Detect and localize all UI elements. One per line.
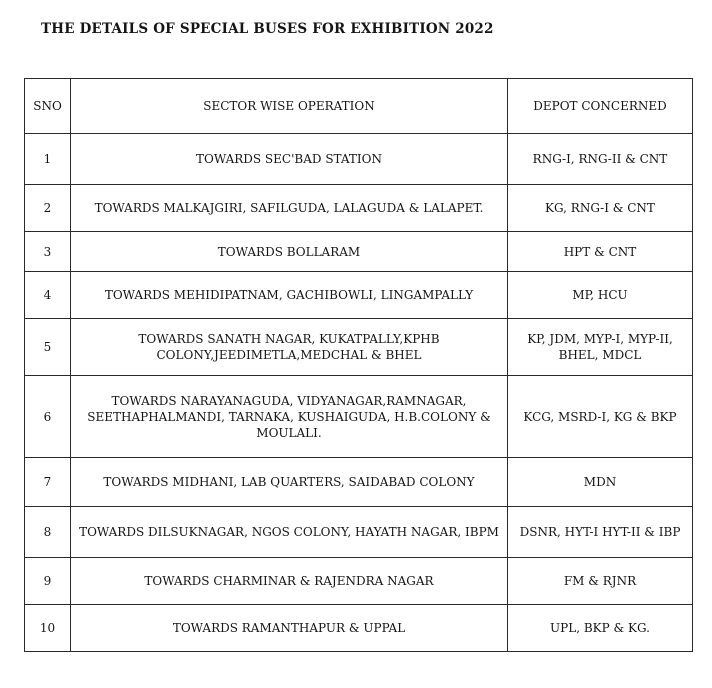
depot-cell: HPT & CNT [508, 232, 693, 272]
sector-cell: TOWARDS BOLLARAM [71, 232, 508, 272]
sno-cell: 5 [25, 319, 71, 376]
depot-cell: KG, RNG-I & CNT [508, 185, 693, 232]
sector-cell: TOWARDS CHARMINAR & RAJENDRA NAGAR [71, 558, 508, 605]
sno-cell: 7 [25, 458, 71, 507]
sno-cell: 3 [25, 232, 71, 272]
sector-cell: TOWARDS MEHIDIPATNAM, GACHIBOWLI, LINGAMPALLY [71, 272, 508, 319]
sno-cell: 4 [25, 272, 71, 319]
column-header-sno: SNO [25, 79, 71, 134]
sno-cell: 1 [25, 134, 71, 185]
sector-cell: TOWARDS NARAYANAGUDA, VIDYANAGAR,RAMNAGAR, SEETHAPHALMANDI, TARNAKA, KUSHAIGUDA, H.B.COLONY & MOULALI. [71, 376, 508, 458]
table-row [25, 507, 693, 558]
special-buses-table [24, 78, 693, 652]
table-row [25, 376, 693, 458]
sno-cell: 9 [25, 558, 71, 605]
table-row [25, 319, 693, 376]
depot-cell: KP, JDM, MYP-I, MYP-II, BHEL, MDCL [508, 319, 693, 376]
table-row [25, 232, 693, 272]
sector-cell: TOWARDS MIDHANI, LAB QUARTERS, SAIDABAD COLONY [71, 458, 508, 507]
depot-cell: KCG, MSRD-I, KG & BKP [508, 376, 693, 458]
table-row [25, 272, 693, 319]
column-header-sector: SECTOR WISE OPERATION [71, 79, 508, 134]
sector-cell: TOWARDS MALKAJGIRI, SAFILGUDA, LALAGUDA & LALAPET. [71, 185, 508, 232]
sno-cell: 6 [25, 376, 71, 458]
document-title: THE DETAILS OF SPECIAL BUSES FOR EXHIBITION 2022 [41, 21, 494, 37]
depot-cell: MP, HCU [508, 272, 693, 319]
table-row [25, 558, 693, 605]
table-row [25, 185, 693, 232]
sector-cell: TOWARDS RAMANTHAPUR & UPPAL [71, 605, 508, 652]
column-header-depot: DEPOT CONCERNED [508, 79, 693, 134]
sno-cell: 10 [25, 605, 71, 652]
sno-cell: 2 [25, 185, 71, 232]
depot-cell: UPL, BKP & KG. [508, 605, 693, 652]
depot-cell: DSNR, HYT-I HYT-II & IBP [508, 507, 693, 558]
sector-cell: TOWARDS SEC'BAD STATION [71, 134, 508, 185]
sector-cell: TOWARDS DILSUKNAGAR, NGOS COLONY, HAYATH NAGAR, IBPM [71, 507, 508, 558]
sector-cell: TOWARDS SANATH NAGAR, KUKATPALLY,KPHB COLONY,JEEDIMETLA,MEDCHAL & BHEL [71, 319, 508, 376]
depot-cell: FM & RJNR [508, 558, 693, 605]
depot-cell: RNG-I, RNG-II & CNT [508, 134, 693, 185]
depot-cell: MDN [508, 458, 693, 507]
table-row [25, 134, 693, 185]
header-row [25, 79, 693, 134]
table-row [25, 458, 693, 507]
table-row [25, 605, 693, 652]
sno-cell: 8 [25, 507, 71, 558]
